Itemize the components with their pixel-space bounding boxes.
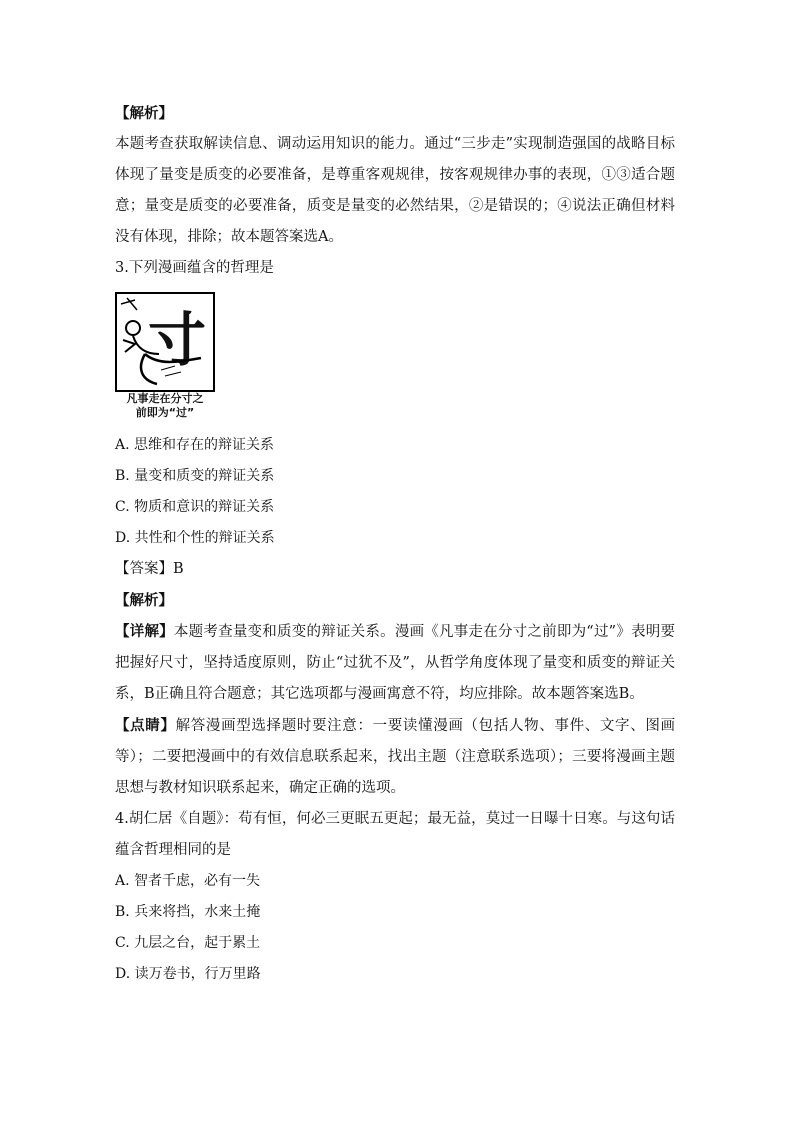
q3-tip [115,710,675,804]
q3-tip-text: 解答漫画型选择题时要注意：一要读懂漫画（包括人物、事件、文字、图画等）；二要把漫画中的有效信息联系起来，找出主题（注意联系选项）；三要将漫画主题思想与教材知识联系起来，确定正确的选项。 [115,718,676,796]
q3-option-b: B. 量变和质变的辩证关系 [115,468,275,484]
q3-detail [115,616,675,710]
q3-option-c: C. 物质和意识的辩证关系 [115,499,275,515]
q4-option-b: B. 兵来将挡，水来土掩 [115,904,261,920]
comic-image [115,292,215,422]
q3-option-a: A. 思维和存在的辩证关系 [115,437,275,453]
comic-glyph: 寸 [147,306,207,374]
q3-tip-label: 【点睛】 [115,717,176,734]
q3-analysis-heading: 【解析】 [115,592,173,609]
q3-answer: 【答案】B [115,561,184,577]
q4-option-c: C. 九层之台，起于累土 [115,935,261,951]
q4-option-d: D. 读万卷书，行万里路 [115,966,261,982]
q3-detail-label: 【详解】 [115,623,174,640]
comic-caption-line1: 凡事走在分寸之 [126,392,204,405]
q3-stem: 3.下列漫画蕴含的哲理是 [115,260,274,276]
document-page [115,98,675,990]
q4-stem: 4.胡仁居《自题》：苟有恒，何必三更眠五更起；最无益，莫过一日曝十日寒。与这句话蕴含哲理相同的是 [115,811,675,858]
q2-analysis-heading: 【解析】 [115,105,173,122]
q3-option-d: D. 共性和个性的辩证关系 [115,530,275,546]
comic-caption-line2: 前即为“过” [135,406,195,419]
q2-analysis-text: 本题考查获取解读信息、调动运用知识的能力。通过“三步走”实现制造强国的战略目标体现了量变是质变的必要准备，是尊重客观规律，按客观规律办事的表现，①③适合题意；量变是质变的必要准备，质变是量变的必然结果，②是错误的；④说法正确但材料没有体现，排除；故本题答案选A。 [115,136,675,245]
q3-detail-text: 本题考查量变和质变的辩证关系。漫画《凡事走在分寸之前即为“过”》表明要把握好尺寸，坚持适度原则，防止“过犹不及”，从哲学角度体现了量变和质变的辩证关系，B正确且符合题意；其它选项都与漫画寓意不符，均应排除。故本题答案选B。 [115,624,676,702]
comic-drawing [115,292,215,392]
q4-option-a: A. 智者千虑，必有一失 [115,873,261,889]
